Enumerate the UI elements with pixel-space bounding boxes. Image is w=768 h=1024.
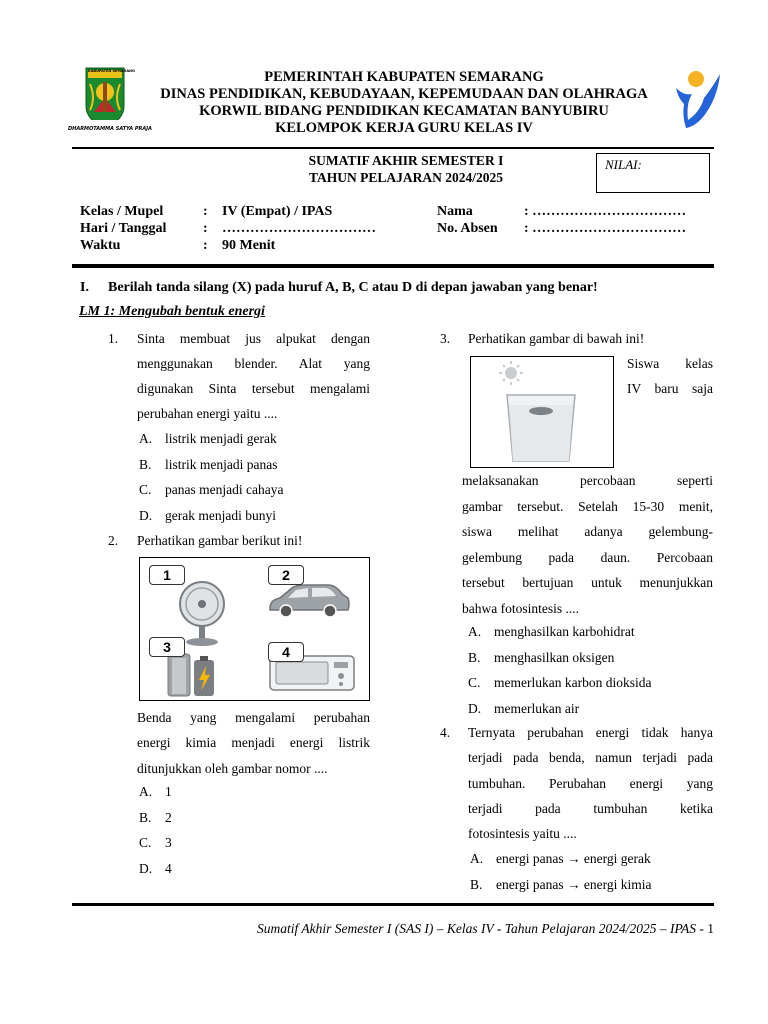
header-line-2: DINAS PENDIDIKAN, KEBUDAYAAN, KEPEMUDAAN DAN OLAHRAGA	[160, 86, 648, 102]
q1-option-c[interactable]	[139, 477, 283, 503]
q3-option-b[interactable]	[468, 645, 614, 671]
hari-value[interactable]: ……………………………	[222, 221, 376, 236]
option-text: energi panas → energi gerak	[496, 851, 651, 866]
q3-side-line: Siswa kelas	[627, 356, 713, 371]
car-icon	[266, 582, 352, 622]
option-text: listrik menjadi gerak	[165, 431, 277, 446]
option-text: 3	[165, 835, 172, 850]
image-tag-3: 3	[149, 637, 185, 657]
q3-side-line: IV baru saja	[627, 381, 713, 396]
q3-intro: Perhatikan gambar di bawah ini!	[468, 331, 645, 346]
option-text: energi panas → energi kimia	[496, 877, 652, 892]
section-number: I.	[80, 280, 89, 295]
option-letter: B.	[139, 810, 152, 825]
exam-title-1: SUMATIF AKHIR SEMESTER I	[308, 153, 504, 168]
image-tag-1: 1	[149, 565, 185, 585]
header-line-3: KORWIL BIDANG PENDIDIKAN KECAMATAN BANYUBIRU	[199, 103, 609, 119]
q3-option-c[interactable]	[468, 670, 651, 696]
option-letter: A.	[139, 784, 153, 799]
q4-line: fotosintesis yaitu ....	[468, 826, 577, 841]
info-divider	[72, 264, 714, 268]
q1-line: digunakan Sinta tersebut mengalami	[137, 381, 370, 396]
q2-option-a[interactable]	[139, 779, 172, 805]
nama-label: Nama	[437, 204, 473, 219]
kkg-logo-icon	[670, 64, 726, 136]
q2-option-c[interactable]	[139, 830, 172, 856]
option-letter: A.	[470, 851, 484, 866]
option-text: menghasilkan karbohidrat	[494, 624, 635, 639]
q2-option-d[interactable]	[139, 856, 172, 882]
option-text: listrik menjadi panas	[165, 457, 278, 472]
option-letter: D.	[139, 508, 153, 523]
option-letter: C.	[468, 675, 481, 690]
q4-line: terjadi pada benda, namun terjadi pada	[468, 750, 713, 765]
q4-option-a[interactable]	[470, 846, 651, 872]
q4-number: 4.	[440, 725, 451, 740]
q1-number: 1.	[108, 331, 119, 346]
image-tag-4: 4	[268, 642, 304, 662]
glass-experiment-icon	[499, 361, 591, 465]
q2-line: Benda yang mengalami perubahan	[137, 710, 370, 725]
kelas-label: Kelas / Mupel	[80, 204, 164, 219]
option-letter: A.	[468, 624, 482, 639]
option-letter: B.	[468, 650, 481, 665]
q2-intro: Perhatikan gambar berikut ini!	[137, 533, 303, 548]
kkg-logo	[670, 64, 726, 136]
q3-line: gelembung pada daun. Percobaan	[462, 550, 713, 565]
header-divider	[72, 147, 714, 149]
hari-colon: :	[203, 221, 208, 236]
option-text: panas menjadi cahaya	[165, 482, 284, 497]
option-text: memerlukan air	[494, 701, 580, 716]
q3-image	[470, 356, 614, 468]
option-letter: D.	[139, 861, 153, 876]
q4-line: terjadi pada tumbuhan ketika	[468, 801, 713, 816]
q1-option-b[interactable]	[139, 452, 277, 478]
absen-label: No. Absen	[437, 221, 498, 236]
option-letter: D.	[468, 701, 482, 716]
lm-title: LM 1: Mengubah bentuk energi	[79, 304, 265, 319]
kelas-value: IV (Empat) / IPAS	[222, 204, 333, 219]
q3-option-a[interactable]	[468, 619, 635, 645]
emblem-banner-text: KABUPATEN SEMARANG	[88, 69, 135, 73]
option-text: menghasilkan oksigen	[494, 650, 615, 665]
q1-line: menggunakan blender. Alat yang	[137, 356, 370, 371]
image-tag-2: 2	[268, 565, 304, 585]
q3-line: melaksanakan percobaan seperti	[462, 473, 713, 488]
option-letter: B.	[139, 457, 152, 472]
nama-field[interactable]: : ……………………………	[524, 204, 687, 219]
q3-number: 3.	[440, 331, 451, 346]
q3-line: bahwa fotosintesis ....	[462, 601, 579, 616]
header-line-1: PEMERINTAH KABUPATEN SEMARANG	[264, 69, 544, 85]
exam-title-2: TAHUN PELAJARAN 2024/2025	[308, 170, 503, 185]
q4-line: tumbuhan. Perubahan energi yang	[468, 776, 713, 791]
score-box[interactable]	[596, 153, 710, 193]
q1-line: perubahan energi yaitu ....	[137, 406, 278, 421]
option-text: 2	[165, 810, 172, 825]
hari-label: Hari / Tanggal	[80, 221, 167, 236]
emblem-motto: DHARMOTAMMA SATYA PRAJA	[68, 126, 153, 132]
q2-option-b[interactable]	[139, 805, 172, 831]
q3-option-d[interactable]	[468, 696, 579, 722]
kelas-colon: :	[203, 204, 208, 219]
option-letter: C.	[139, 482, 152, 497]
option-text: 4	[165, 861, 172, 876]
option-letter: C.	[139, 835, 152, 850]
footer-divider	[72, 903, 714, 906]
q1-line: Sinta membuat jus alpukat dengan	[137, 331, 370, 346]
option-text: memerlukan karbon dioksida	[494, 675, 652, 690]
q4-line: Ternyata perubahan energi tidak hanya	[468, 725, 713, 740]
header-line-4: KELOMPOK KERJA GURU KELAS IV	[275, 120, 533, 136]
q3-line: siswa melihat adanya gelembung-	[462, 524, 713, 539]
score-label: NILAI:	[605, 157, 642, 172]
option-letter: B.	[470, 877, 483, 892]
q3-line: tersebut bertujuan untuk menunjukkan	[462, 575, 713, 590]
waktu-colon: :	[203, 238, 208, 253]
footer-caption: Sumatif Akhir Semester I (SAS I) – Kelas IV - Tahun Pelajaran 2024/2025 – IPAS -	[257, 921, 708, 936]
q4-option-b[interactable]	[470, 872, 651, 898]
option-text: gerak menjadi bunyi	[165, 508, 276, 523]
q1-option-d[interactable]	[139, 503, 276, 529]
q2-number: 2.	[108, 533, 119, 548]
option-letter: A.	[139, 431, 153, 446]
footer-text	[257, 921, 714, 937]
waktu-value: 90 Menit	[222, 238, 276, 253]
q2-line: energi kimia menjadi energi listrik	[137, 735, 370, 750]
waktu-label: Waktu	[80, 238, 121, 253]
q2-line: ditunjukkan oleh gambar nomor ....	[137, 761, 328, 776]
page-number: 1	[707, 921, 714, 936]
q3-line: gambar tersebut. Setelah 15-30 menit,	[462, 499, 713, 514]
option-text: 1	[165, 784, 172, 799]
section-instruction: Berilah tanda silang (X) pada huruf A, B, C atau D di depan jawaban yang benar!	[108, 280, 598, 295]
absen-field[interactable]: : ……………………………	[524, 221, 687, 236]
q2-image	[139, 557, 370, 701]
q1-option-a[interactable]	[139, 426, 277, 452]
